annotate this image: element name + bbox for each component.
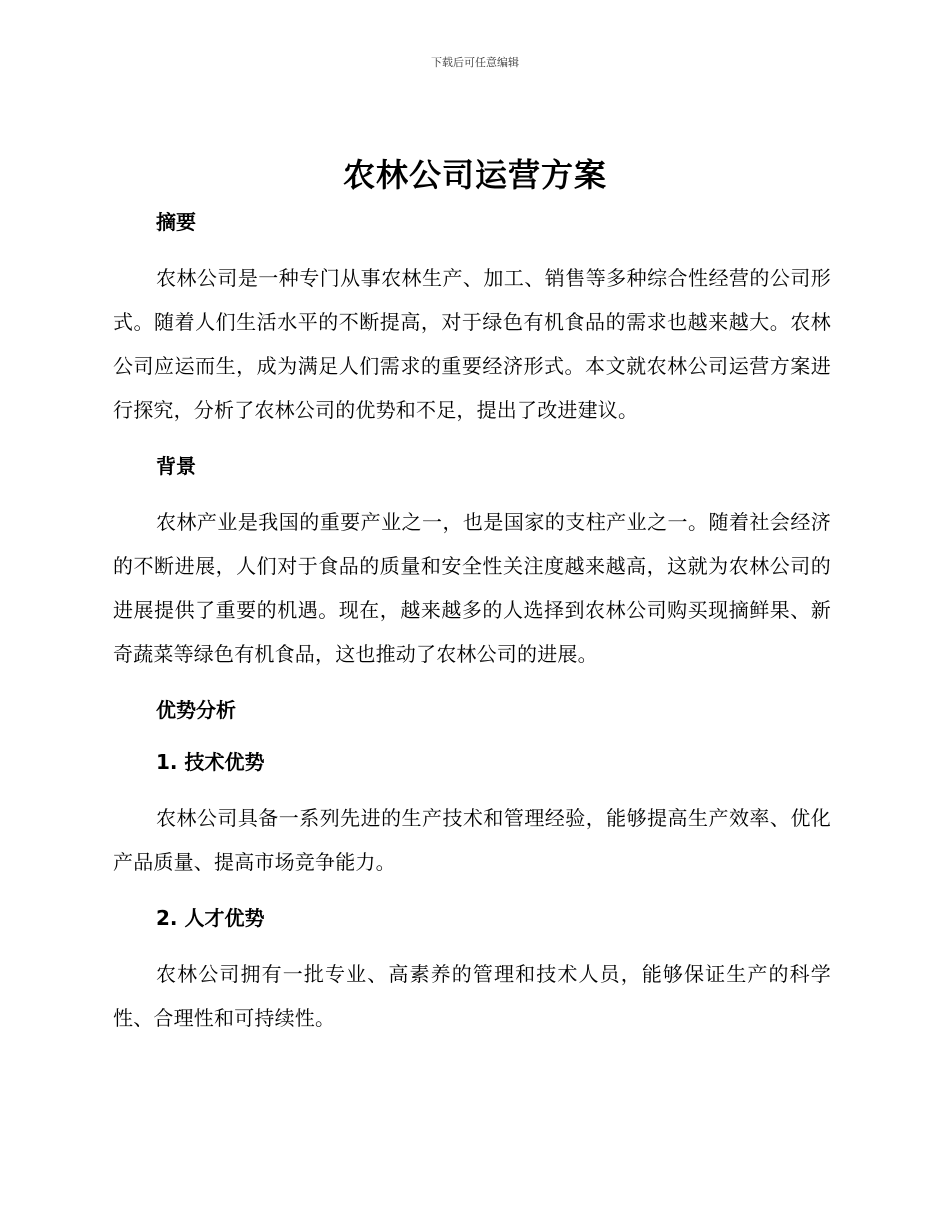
abstract-heading: 摘要	[156, 210, 196, 234]
header-note: 下载后可任意编辑	[431, 56, 519, 69]
document-title: 农林公司运营方案	[342, 156, 607, 194]
background-paragraph: 农林产业是我国的重要产业之一，也是国家的支柱产业之一。随着社会经济的不断进展，人们对于食品的质量和安全性关注度越来越高，这就为农林公司的进展提供了重要的机遇。现在，越来越多的人选择到农林公司购买现摘鲜果、新奇蔬菜等绿色有机食品，这也推动了农林公司的进展。	[113, 510, 831, 666]
tech-advantage-heading: 1. 技术优势	[156, 750, 265, 774]
talent-advantage-heading: 2. 人才优势	[156, 906, 265, 930]
advantage-heading: 优势分析	[156, 698, 236, 722]
background-heading: 背景	[156, 454, 196, 478]
tech-advantage-paragraph: 农林公司具备一系列先进的生产技术和管理经验，能够提高生产效率、优化产品质量、提高市场竞争能力。	[113, 806, 831, 874]
talent-advantage-paragraph: 农林公司拥有一批专业、高素养的管理和技术人员，能够保证生产的科学性、合理性和可持续性。	[113, 962, 831, 1030]
abstract-paragraph: 农林公司是一种专门从事农林生产、加工、销售等多种综合性经营的公司形式。随着人们生活水平的不断提高，对于绿色有机食品的需求也越来越大。农林公司应运而生，成为满足人们需求的重要经济形式。本文就农林公司运营方案进行探究，分析了农林公司的优势和不足，提出了改进建议。	[113, 266, 831, 422]
document-body	[113, 204, 831, 1040]
